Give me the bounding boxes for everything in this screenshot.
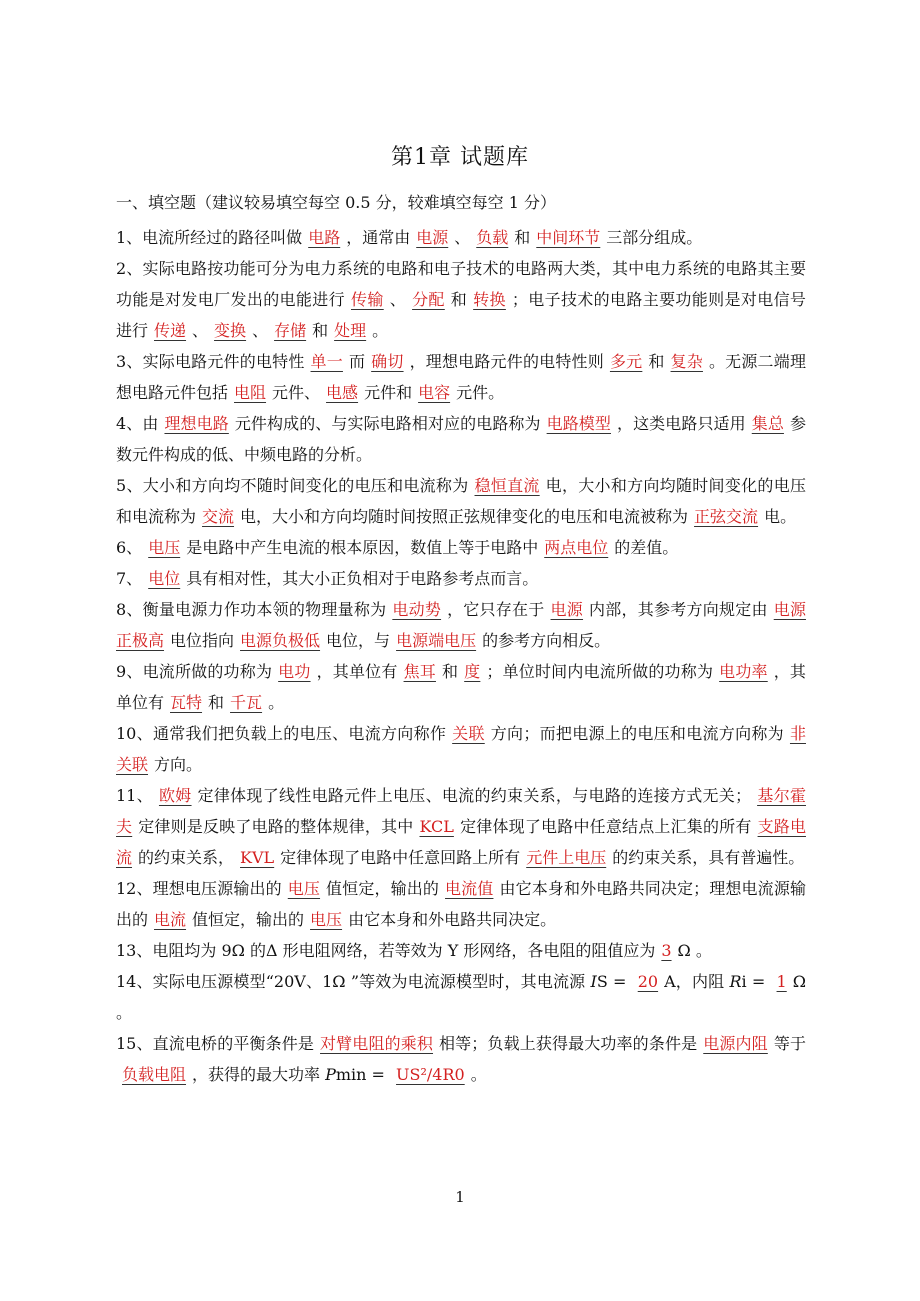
answer-blank: 电源 xyxy=(550,600,584,619)
question-text: 相等；负载上获得最大功率的条件是 xyxy=(439,1034,698,1053)
question-text: 定律体现了线性电路元件上电压、电流的约束关系，与电路的连接方式无关； xyxy=(197,786,752,805)
question-text: ，理想电路元件的电特性则 xyxy=(409,352,604,371)
question-text: 15、直流电桥的平衡条件是 xyxy=(116,1034,315,1053)
answer-blank: 千瓦 xyxy=(230,693,263,712)
question-text: 电位指向 xyxy=(170,631,235,650)
question-text: 的参考方向相反。 xyxy=(482,631,611,650)
answer-blank: 负载 xyxy=(476,228,509,247)
question-text: 4、由 xyxy=(116,414,159,433)
answer-blank: 电源内阻 xyxy=(703,1034,768,1053)
question-text: A，内阻 xyxy=(664,972,730,991)
answer-blank: 焦耳 xyxy=(403,662,436,681)
question-text: 三部分组成。 xyxy=(606,228,703,247)
question-item xyxy=(116,346,806,408)
question-text: 11、 xyxy=(116,786,153,805)
answer-blank: 存储 xyxy=(274,321,307,340)
question-item xyxy=(116,408,806,470)
question-text: 电，大小和方向均随时间变化的电压和电流称为 xyxy=(116,476,806,526)
question-text: 定律体现了电路中任意回路上所有 xyxy=(280,848,521,867)
answer-blank: 电容 xyxy=(418,383,451,402)
answer-blank: 1 xyxy=(776,972,787,991)
question-text: 而 xyxy=(348,352,366,371)
answer-blank: 电源端电压 xyxy=(396,631,477,650)
question-item xyxy=(116,222,806,253)
question-item xyxy=(116,935,806,966)
question-text: 元件和 xyxy=(364,383,413,402)
answer-blank: 电压 xyxy=(287,879,321,898)
answer-blank: KCL xyxy=(419,817,454,836)
answer-blank: 对臂电阻的乘积 xyxy=(320,1034,434,1053)
answer-blank: 处理 xyxy=(334,321,367,340)
question-text: 、 xyxy=(192,321,209,340)
answer-blank: 电压 xyxy=(148,538,181,557)
question-text: 12、理想电压源输出的 xyxy=(116,879,282,898)
question-text: 是电路中产生电流的根本原因，数值上等于电路中 xyxy=(186,538,539,557)
question-list xyxy=(116,222,806,1090)
question-text: ；单位时间内电流所做的功称为 xyxy=(486,662,714,681)
question-text: ；电子技术的电路主要功能则是对电信号进行 xyxy=(116,290,806,340)
answer-blank: 理想电路 xyxy=(164,414,229,433)
question-text: 和 xyxy=(312,321,329,340)
question-item xyxy=(116,253,806,346)
answer-blank: 转换 xyxy=(473,290,506,309)
question-text: 。无源二端理想电路元件包括 xyxy=(116,352,806,402)
question-text: 和 xyxy=(441,662,459,681)
answer-blank: 非关联 xyxy=(116,724,806,774)
question-text: 、 xyxy=(454,228,471,247)
question-text: 内部，其参考方向规定由 xyxy=(589,600,768,619)
answer-blank: 正弦交流 xyxy=(694,507,759,526)
answer-blank: 电感 xyxy=(326,383,359,402)
page-title: 第1章 试题库 xyxy=(391,145,529,170)
question-text: 和 xyxy=(514,228,531,247)
answer-blank: 电压 xyxy=(310,910,343,929)
question-text: 参数元件构成的低、中频电路的分析。 xyxy=(116,414,806,464)
question-text: 的约束关系， xyxy=(138,848,235,867)
question-text: 元件、 xyxy=(272,383,321,402)
question-text: 方向；而把电源上的电压和电流方向称为 xyxy=(490,724,784,743)
answer-blank: 电阻 xyxy=(234,383,267,402)
answer-blank: 关联 xyxy=(452,724,485,743)
question-text: 3、实际电路元件的电特性 xyxy=(116,352,305,371)
answer-blank: 稳恒直流 xyxy=(474,476,540,495)
question-text: 、 xyxy=(389,290,407,309)
question-text: 的差值。 xyxy=(614,538,679,557)
answer-blank: 基尔霍夫 xyxy=(116,786,806,836)
question-item xyxy=(116,1028,806,1090)
question-text: ，通常由 xyxy=(346,228,411,247)
question-item xyxy=(116,718,806,780)
question-text: 方向。 xyxy=(154,755,203,774)
question-text: 电位，与 xyxy=(326,631,391,650)
question-text: S = xyxy=(596,972,632,991)
question-text: 6、 xyxy=(116,538,143,557)
question-text: 9、电流所做的功称为 xyxy=(116,662,273,681)
question-text: 1、电流所经过的路径叫做 xyxy=(116,228,303,247)
answer-blank: 电路 xyxy=(308,228,341,247)
question-text: 、 xyxy=(252,321,269,340)
answer-blank: 元件上电压 xyxy=(526,848,607,867)
question-text: 和 xyxy=(450,290,468,309)
math-symbol: I xyxy=(590,972,597,991)
question-text: 。 xyxy=(470,1065,487,1084)
answer-blank: 电源 xyxy=(416,228,449,247)
answer-blank: 电源负极低 xyxy=(240,631,321,650)
section-heading: 一、填空题（建议较易填空每空 0.5 分，较难填空每空 1 分） xyxy=(116,193,556,212)
question-text: Ω 。 xyxy=(677,941,712,960)
question-text: 由它本身和外电路共同决定。 xyxy=(348,910,557,929)
question-text: 。 xyxy=(372,321,389,340)
question-text: 由它本身和外电路共同决定；理想电流源输出的 xyxy=(116,879,806,929)
answer-blank: 欧姆 xyxy=(158,786,192,805)
question-text: 值恒定，输出的 xyxy=(326,879,440,898)
answer-blank: US²/4R0 xyxy=(396,1065,465,1084)
math-symbol: R xyxy=(729,972,742,991)
question-text: 定律则是反映了电路的整体规律，其中 xyxy=(138,817,414,836)
answer-blank: 电位 xyxy=(148,569,181,588)
question-item xyxy=(116,532,806,563)
answer-blank: 多元 xyxy=(609,352,643,371)
answer-blank: 两点电位 xyxy=(544,538,609,557)
answer-blank: 分配 xyxy=(412,290,445,309)
question-item xyxy=(116,656,806,718)
question-text: 。 xyxy=(268,693,285,712)
question-text: 和 xyxy=(648,352,665,371)
question-text: ，它只存在于 xyxy=(447,600,545,619)
question-item xyxy=(116,470,806,532)
question-text: min = xyxy=(335,1065,391,1084)
answer-blank: 传递 xyxy=(154,321,187,340)
answer-blank: 中间环节 xyxy=(536,228,601,247)
question-text: 和 xyxy=(208,693,225,712)
answer-blank: KVL xyxy=(240,848,275,867)
answer-blank: 电流 xyxy=(154,910,187,929)
answer-blank: 负载电阻 xyxy=(122,1065,187,1084)
question-text: 等于 xyxy=(773,1034,806,1053)
question-text: ，这类电路只适用 xyxy=(617,414,746,433)
answer-blank: 交流 xyxy=(202,507,235,526)
answer-blank: 确切 xyxy=(371,352,404,371)
question-text: Ω 。 xyxy=(116,972,806,1022)
answer-blank: 传输 xyxy=(351,290,384,309)
question-text: i = xyxy=(741,972,771,991)
question-item xyxy=(116,873,806,935)
answer-blank: 电动势 xyxy=(392,600,442,619)
question-text: 定律体现了电路中任意结点上汇集的所有 xyxy=(459,817,752,836)
question-text: ，其单位有 xyxy=(316,662,398,681)
question-item xyxy=(116,594,806,656)
question-text: 14、实际电压源模型“20V、1Ω ”等效为电流源模型时，其电流源 xyxy=(116,972,591,991)
question-text: 电，大小和方向均随时间按照正弦规律变化的电压和电流被称为 xyxy=(240,507,689,526)
answer-blank: 变换 xyxy=(214,321,247,340)
question-text: 13、电阻均为 9Ω 的Δ 形电阻网络，若等效为 Y 形网络，各电阻的阻值应为 xyxy=(116,941,656,960)
answer-blank: 复杂 xyxy=(670,352,703,371)
question-text: 8、衡量电源力作功本领的物理量称为 xyxy=(116,600,387,619)
answer-blank: 瓦特 xyxy=(170,693,203,712)
page-number: 1 xyxy=(455,1188,465,1206)
answer-blank: 单一 xyxy=(310,352,343,371)
question-item xyxy=(116,780,806,873)
question-text: 10、通常我们把负载上的电压、电流方向称作 xyxy=(116,724,447,743)
question-text: 2、实际电路按功能可分为电力系统的电路和电子技术的电路两大类，其中电力系统的电路其主要功能是对发电厂发出的电能进行 xyxy=(116,259,806,309)
question-text: ，获得的最大功率 xyxy=(192,1065,326,1084)
question-item xyxy=(116,563,806,594)
question-text: 电。 xyxy=(764,507,797,526)
question-text: ，其单位有 xyxy=(116,662,806,712)
question-text: 5、大小和方向均不随时间变化的电压和电流称为 xyxy=(116,476,469,495)
answer-blank: 度 xyxy=(464,662,481,681)
answer-blank: 支路电流 xyxy=(116,817,806,867)
answer-blank: 3 xyxy=(661,941,672,960)
answer-blank: 电路模型 xyxy=(546,414,611,433)
answer-blank: 电功 xyxy=(278,662,311,681)
question-text: 值恒定，输出的 xyxy=(192,910,305,929)
answer-blank: 集总 xyxy=(751,414,784,433)
question-text: 具有相对性，其大小正负相对于电路参考点而言。 xyxy=(186,569,539,588)
question-text: 7、 xyxy=(116,569,143,588)
answer-blank: 20 xyxy=(637,972,659,991)
answer-blank: 电功率 xyxy=(719,662,768,681)
answer-blank: 电流值 xyxy=(445,879,494,898)
question-item xyxy=(116,966,806,1028)
question-text: 的约束关系，具有普遍性。 xyxy=(612,848,805,867)
math-symbol: P xyxy=(325,1065,336,1084)
answer-blank: 电源正极高 xyxy=(116,600,806,650)
question-text: 元件。 xyxy=(456,383,505,402)
question-text: 元件构成的、与实际电路相对应的电路称为 xyxy=(234,414,541,433)
